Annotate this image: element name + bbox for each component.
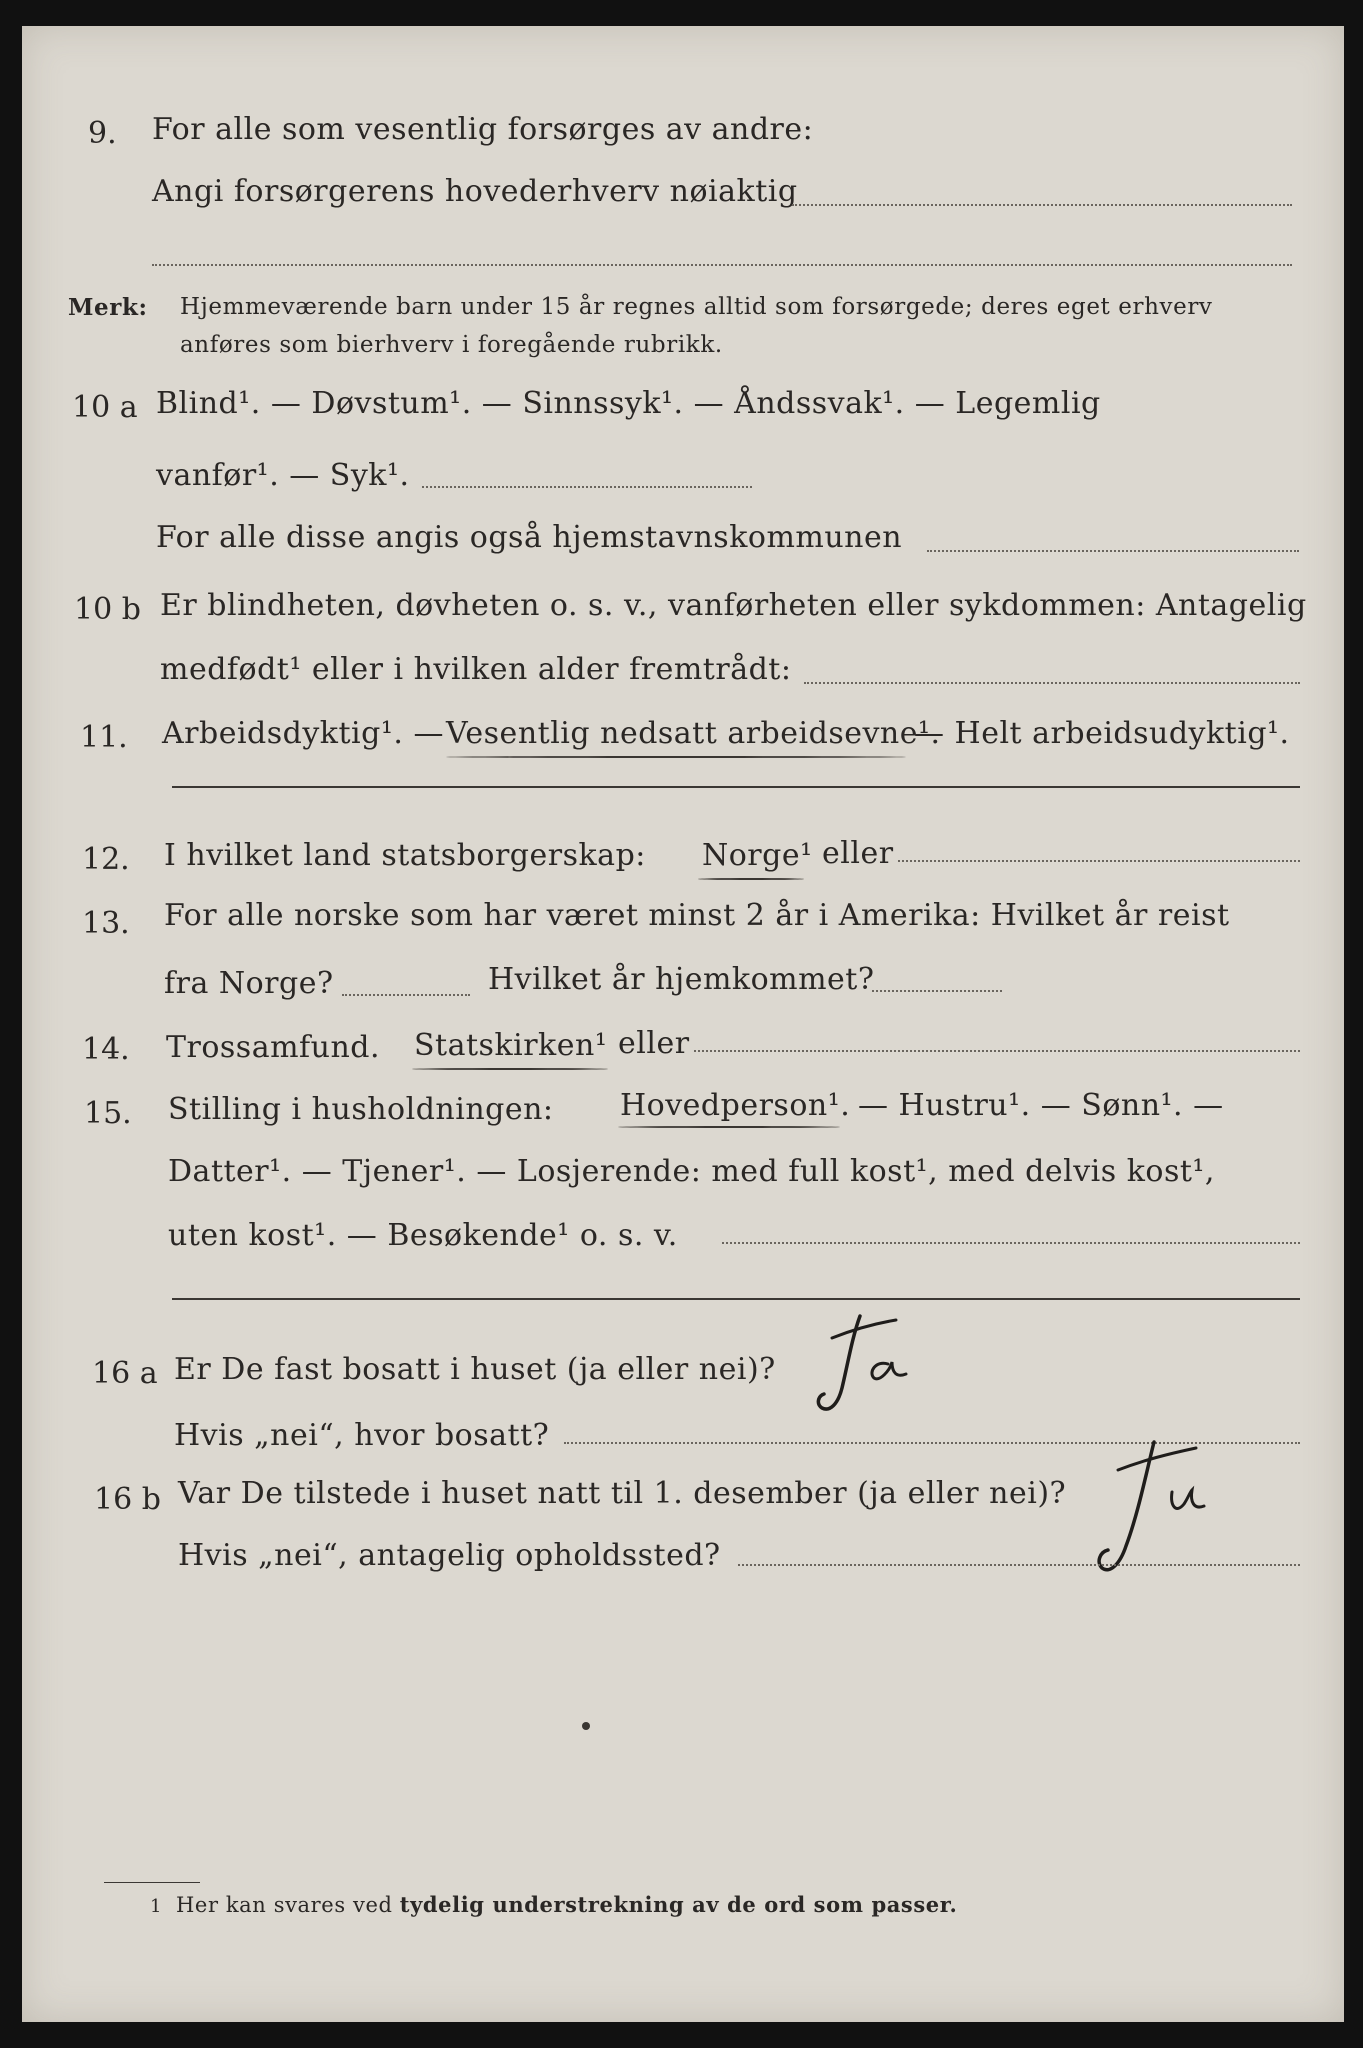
q14-part2-underlined: Statskirken¹ (414, 1028, 608, 1063)
q9-number: 9. (88, 116, 117, 151)
q15-part1: Stilling i husholdningen: (168, 1092, 554, 1127)
q11-number: 11. (80, 720, 128, 755)
q10b-line1: Er blindheten, døvheten o. s. v., vanførheten eller sykdommen: Antagelig (160, 588, 1307, 623)
q13-number: 13. (82, 906, 130, 941)
q15-number: 15. (84, 1096, 132, 1131)
q13-return-year-line[interactable] (872, 990, 1002, 992)
q16b-line1: Var De tilstede i huset natt til 1. desember (ja eller nei)? (178, 1476, 1067, 1511)
q9-answer-line-2[interactable] (152, 264, 1292, 266)
q11-part2-underlined: Vesentlig nedsatt arbeidsevne¹. (446, 716, 941, 751)
footnote-text (176, 1892, 957, 1917)
q15-line2: Datter¹. — Tjener¹. — Losjerende: med full kost¹, med delvis kost¹, (168, 1154, 1215, 1189)
q14-handwritten-underline (412, 1068, 608, 1070)
q16a-line1: Er De fast bosatt i huset (ja eller nei)? (174, 1352, 776, 1387)
q14-answer-line[interactable] (694, 1050, 1300, 1052)
q12-answer-line[interactable] (898, 860, 1300, 862)
q10a-line1: Blind¹. — Døvstum¹. — Sinnssyk¹. — Åndssvak¹. — Legemlig (156, 386, 1101, 421)
q15-part2-underlined: Hovedperson¹. (620, 1088, 851, 1123)
q16a-handwritten-answer (812, 1308, 932, 1422)
q10a-answer-line[interactable] (422, 486, 752, 488)
q13-line1: For alle norske som har været minst 2 år i Amerika: Hvilket år reist (164, 898, 1230, 933)
q10a-answer-line-2[interactable] (927, 550, 1299, 552)
merk-line1: Hjemmeværende barn under 15 år regnes alltid som forsørgede; deres eget erhverv (180, 294, 1213, 320)
q10b-number: 10 b (74, 592, 141, 627)
q13-part2: Hvilket år hjemkommet? (488, 962, 875, 997)
q16b-line2: Hvis „nei“, antagelig opholdssted? (178, 1538, 721, 1573)
q16a-number: 16 a (92, 1356, 158, 1391)
q14-part3: eller (618, 1026, 690, 1061)
q12-part1: I hvilket land statsborgerskap: (164, 838, 646, 873)
merk-label: Merk: (68, 294, 148, 321)
q11-part1: Arbeidsdyktig¹. — (162, 716, 444, 751)
q14-part1: Trossamfund. (166, 1030, 381, 1065)
footnote-text-plain: Her kan svares ved (176, 1893, 393, 1917)
footnote-separator (104, 1882, 200, 1883)
q9-answer-line[interactable] (792, 204, 1292, 206)
q9-line1: For alle som vesentlig forsørges av andre: (152, 112, 814, 147)
q10b-answer-line[interactable] (804, 682, 1300, 684)
q15-answer-line-2[interactable] (172, 1298, 1300, 1300)
q10b-line2: medfødt¹ eller i hvilken alder fremtrådt: (160, 652, 792, 687)
q16a-line2: Hvis „nei“, hvor bosatt? (174, 1418, 550, 1453)
q12-handwritten-underline (698, 878, 804, 880)
q16b-answer-line[interactable] (738, 1564, 1300, 1566)
q12-number: 12. (82, 842, 130, 877)
q11-part3: — Helt arbeidsudyktig¹. (914, 716, 1290, 751)
q12-part2-underlined: Norge¹ (702, 838, 813, 873)
footnote-text-bold: tydelig understrekning av de ord som passer. (399, 1892, 958, 1917)
q15-part3: — Hustru¹. — Sønn¹. — (858, 1088, 1224, 1123)
q11-answer-line[interactable] (172, 786, 1300, 788)
q15-line3: uten kost¹. — Besøkende¹ o. s. v. (168, 1218, 678, 1253)
q13-departure-year-line[interactable] (342, 994, 470, 996)
q10a-line2: vanfør¹. — Syk¹. (156, 458, 410, 493)
q11-handwritten-underline (446, 756, 906, 758)
footnote-marker: 1 (150, 1896, 163, 1917)
q10a-number: 10 a (72, 390, 138, 425)
q13-part1: fra Norge? (164, 966, 334, 1001)
q16b-number: 16 b (94, 1482, 161, 1517)
merk-line2: anføres som bierhverv i foregående rubrikk. (180, 332, 723, 358)
ink-dot (582, 1722, 590, 1730)
q14-number: 14. (82, 1032, 130, 1067)
q10a-line3: For alle disse angis også hjemstavnskommunen (156, 520, 903, 555)
q9-line2: Angi forsørgerens hovederhverv nøiaktig (152, 174, 798, 209)
q12-part3: eller (822, 836, 894, 871)
q15-handwritten-underline (618, 1126, 840, 1128)
q15-answer-line[interactable] (722, 1242, 1300, 1244)
form-page (22, 26, 1344, 2022)
